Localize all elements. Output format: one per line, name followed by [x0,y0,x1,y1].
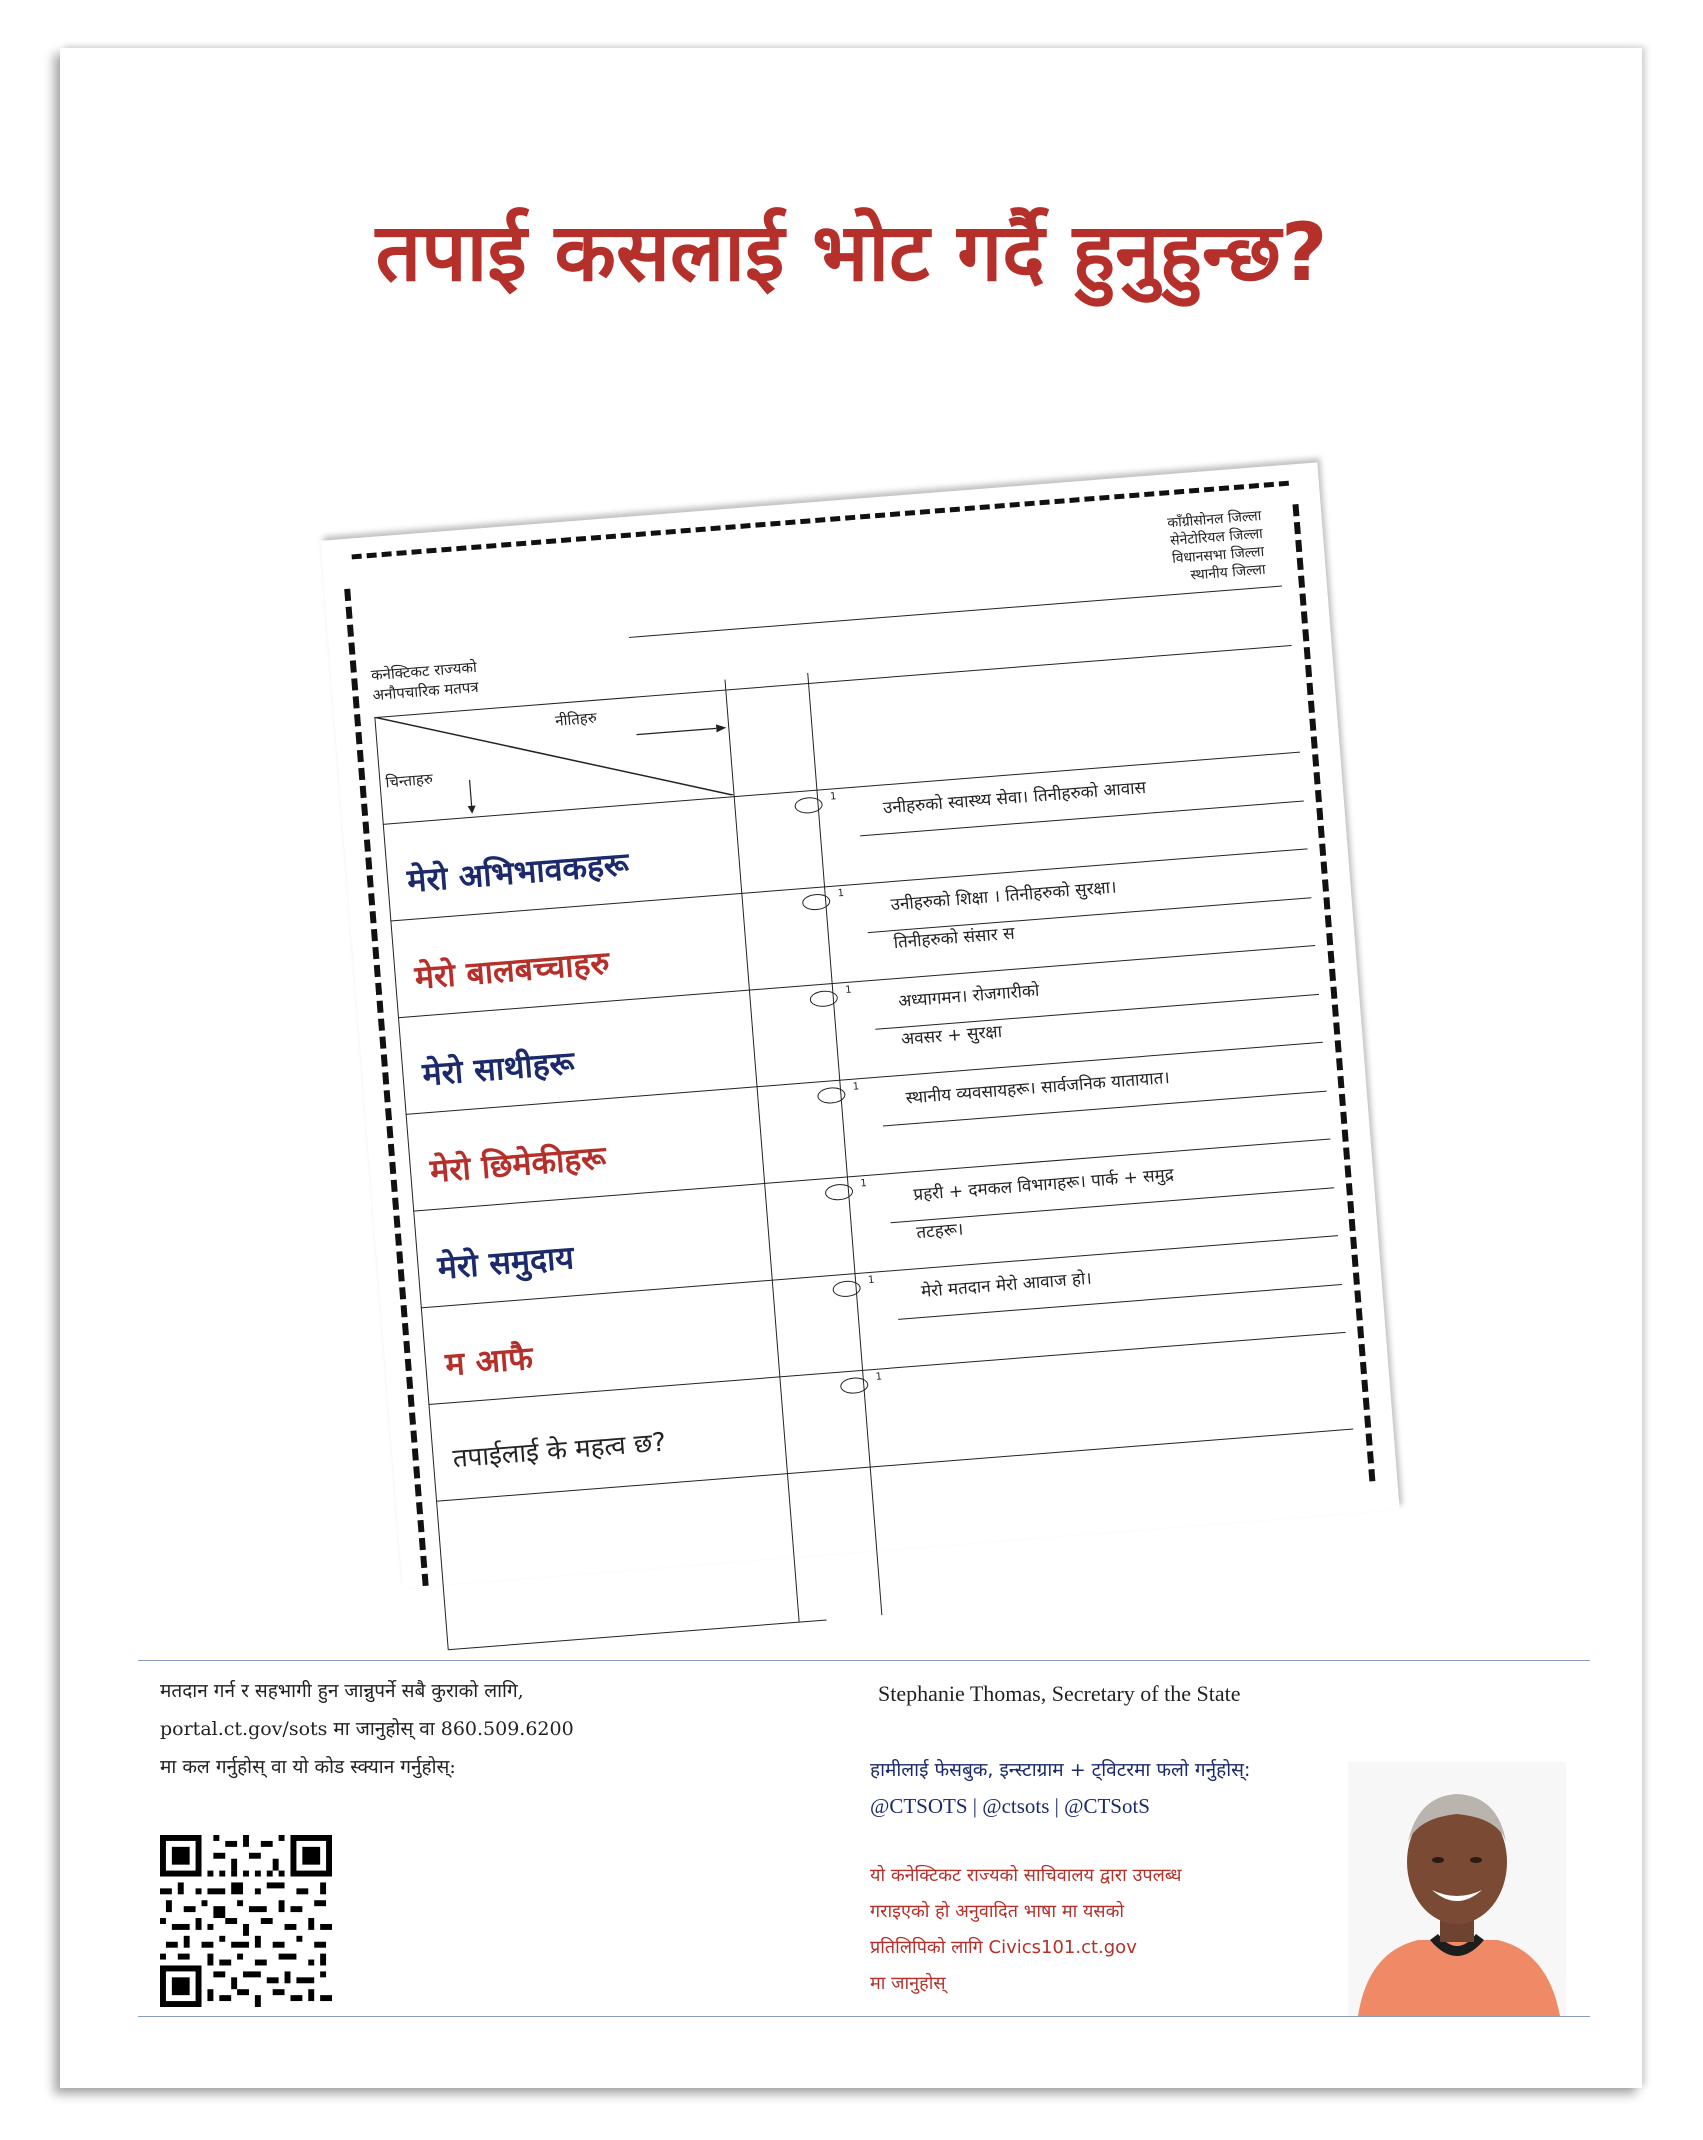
ballot-grid [371,645,1360,1597]
district-senatorial: सेनेटोरियल जिल्ला [1169,525,1264,550]
district-congressional: काँग्रीसोनल जिल्ला [1166,507,1262,532]
translation-line4: मा जानुहोस् [870,1973,946,1994]
row-description-line1: मेरो मतदान मेरो आवाज हो। [920,1268,1093,1302]
district-assembly: विधानसभा जिल्ला [1171,543,1265,568]
social-follow [870,1752,1250,1824]
info-text [160,1672,720,1786]
secretary-portrait [1348,1762,1566,2016]
row-label: मेरो अभिभावकहरू [405,844,631,901]
ballot-title-line1: कनेक्टिकट राज्यको [370,657,478,685]
ballot-title [370,657,479,705]
headline: तपाई कसलाई भोट गर्दै हुनुहुन्छ? [375,206,1328,299]
concerns-label: चिन्ताहरु [384,769,434,792]
footer-divider-bottom [138,2016,1590,2017]
ballot-title-line2: अनौपचारिक मतपत्र [371,677,480,705]
district-local: स्थानीय जिल्ला [1189,561,1267,584]
translation-line1: यो कनेक्टिकट राज्यको साचिवालय द्वारा उपलब्ध [870,1865,1182,1886]
translation-line3: प्रतिलिपिको लागि Civics101.ct.gov [870,1937,1137,1958]
ballot-illustration [320,462,1399,1587]
info-line1: मतदान गर्न र सहभागी हुन जान्नुपर्ने सबै कुराको लागि, [160,1680,524,1702]
row-description-line1: उनीहरुको स्वास्थ्य सेवा। तिनीहरुको आवास [882,777,1147,819]
oval-number: 1 [860,1177,868,1190]
row-description-line2: तटहरू। [915,1219,965,1244]
district-divider [629,586,1282,638]
row-description-line1: स्थानीय व्यवसायहरू। सार्वजनिक यातायात। [905,1067,1171,1109]
oval-number: 1 [844,984,853,997]
row-description-line1: उनीहरुको शिक्षा । तिनीहरुको सुरक्षा। [889,877,1118,916]
qr-code[interactable] [160,1835,332,2007]
row-description-line1: प्रहरी + दमकल विभागहरू। पार्क + समुद्र [912,1164,1175,1206]
row-label: मेरो बालबच्चाहरु [413,943,611,997]
row-label: मेरो समुदाय [436,1238,576,1287]
social-handles[interactable]: @CTSOTS | @ctsots | @CTSotS [870,1794,1150,1818]
portrait-image [1348,1762,1566,2016]
row-description-line1: अध्यागमन। रोजगारीको [897,980,1041,1012]
oval-number: 1 [875,1371,883,1383]
translation-line2: गराइएको हो अनुवादित भाषा मा यसको [870,1901,1125,1922]
row-label: तपाईलाई के महत्व छ? [451,1427,668,1475]
secretary-name: Stephanie Thomas, Secretary of the State [878,1681,1241,1706]
follow-text: हामीलाई फेसबुक, इन्स्टाग्राम + ट्विटरमा फलो गर्नुहोस्: [870,1759,1251,1781]
info-line3: मा कल गर्नुहोस् वा यो कोड स्क्यान गर्नुहोस्: [160,1756,456,1778]
row-label: म आफै [443,1338,535,1384]
row-label: मेरो छिमेकीहरू [428,1138,608,1191]
district-list [1167,507,1267,586]
footer-divider-top [138,1660,1590,1661]
oval-number: 1 [852,1081,860,1093]
row-description-line2: तिनीहरुको संसार स [892,923,1016,954]
row-description-line2: अवसर + सुरक्षा [900,1021,1003,1050]
oval-number: 1 [837,887,845,900]
oval-number: 1 [867,1274,875,1287]
policies-label: नीतिहरु [554,708,598,730]
oval-number: 1 [829,791,837,803]
row-label: मेरो साथीहरू [421,1043,576,1094]
info-line2: portal.ct.gov/sots मा जानुहोस् वा 860.509.6200 [160,1718,574,1740]
translation-note [870,1858,1340,2002]
